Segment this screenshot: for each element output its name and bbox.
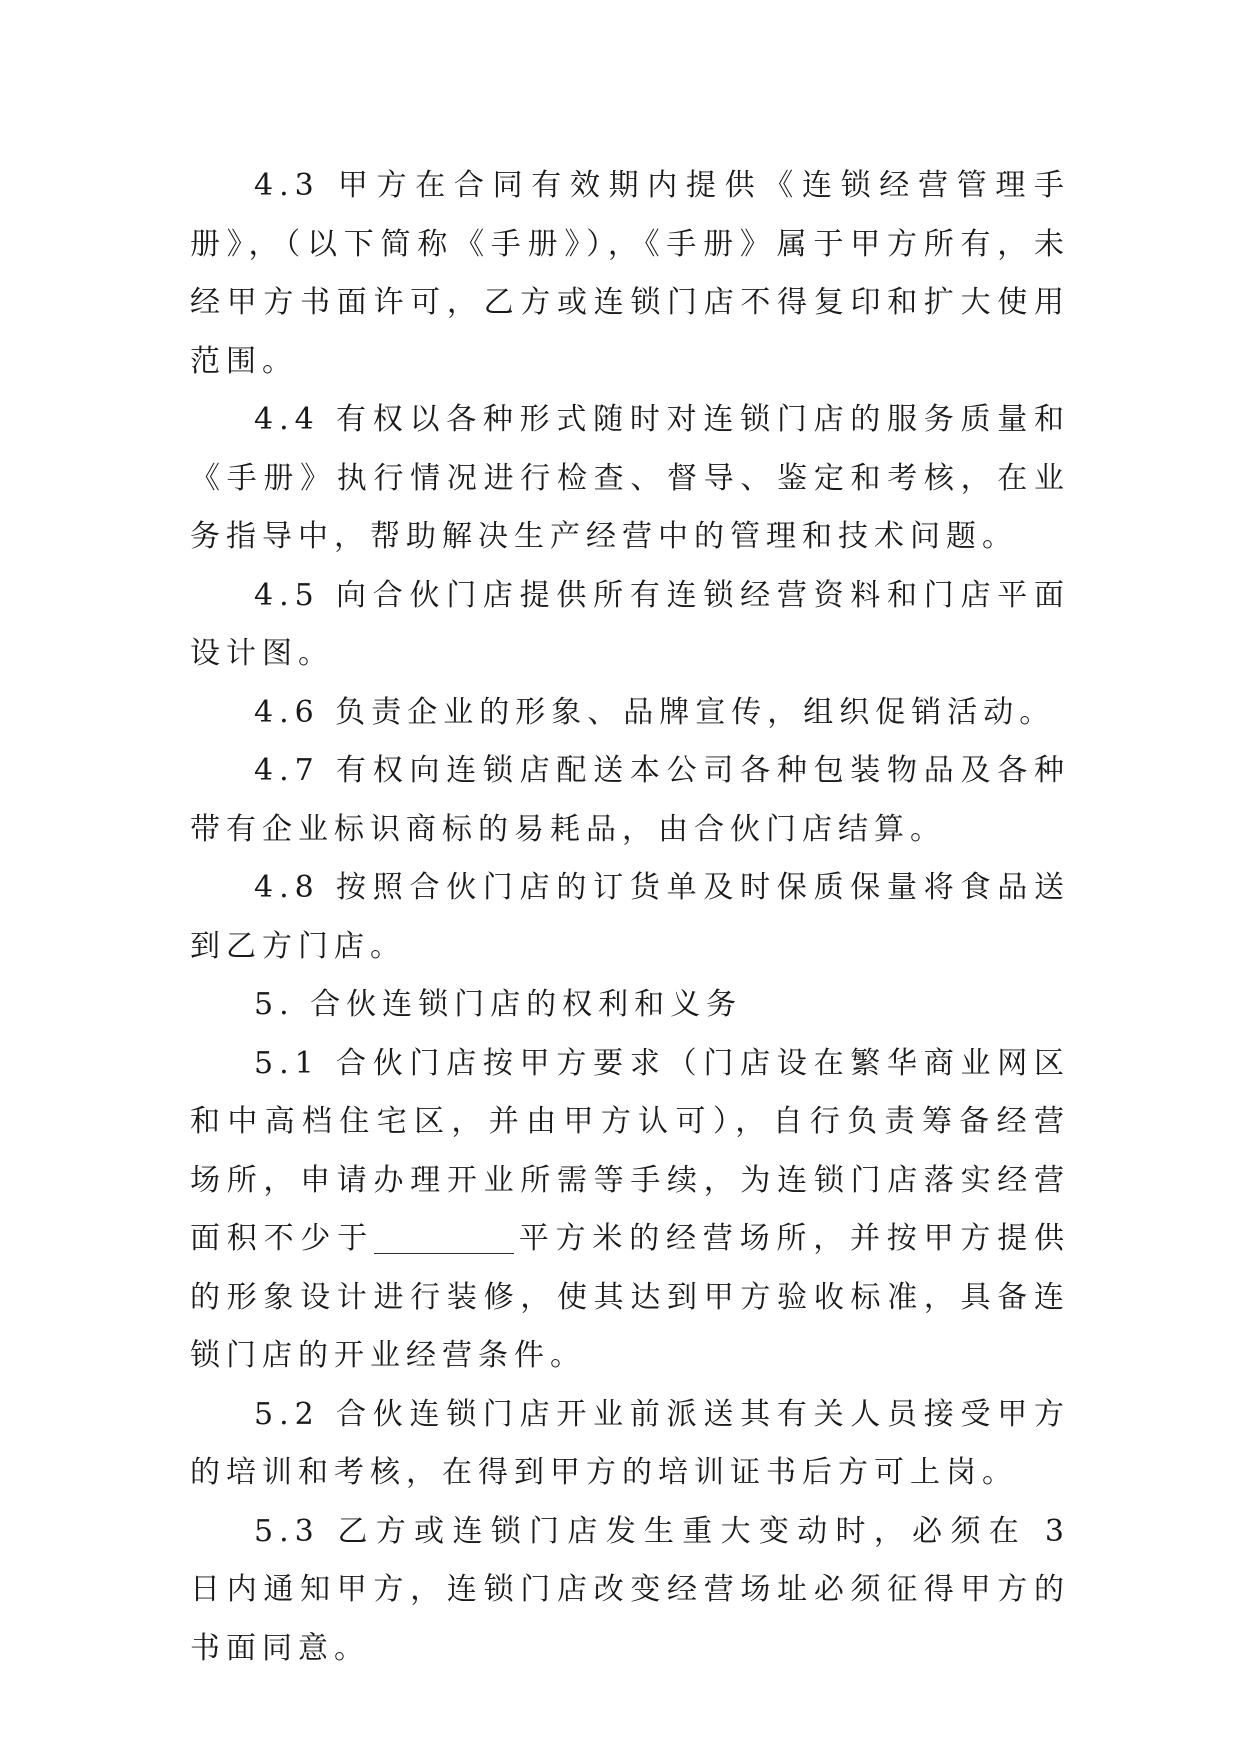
paragraph-5-1: [190, 1035, 1070, 1386]
paragraph-4-3: 4.3 甲方在合同有效期内提供《连锁经营管理手册》，（以下简称《手册》），《手册》属于甲方所有，未经甲方书面许可，乙方或连锁门店不得复印和扩大使用范围。: [190, 168, 1070, 379]
paragraph-5-3: 5.3 乙方或连锁门店发生重大变动时，必须在 3 日内通知甲方，连锁门店改变经营场址必须征得甲方的书面同意。: [190, 1513, 1070, 1666]
paragraph-5-1-after: 平方米的经营场所，并按甲方提供的形象设计进行装修，使其达到甲方验收标准，具备连锁门店的开业经营条件。: [190, 1221, 1070, 1373]
area-blank-field[interactable]: [374, 1223, 514, 1254]
section-heading-5: 5. 合伙连锁门店的权利和义务: [254, 987, 743, 1022]
document-body: [190, 157, 1070, 1678]
paragraph-4-6: 4.6 负责企业的形象、品牌宣传，组织促销活动。: [254, 694, 1056, 730]
paragraph-4-4: 4.4 有权以各种形式随时对连锁门店的服务质量和《手册》执行情况进行检查、督导、鉴定和考核，在业务指导中，帮助解决生产经营中的管理和技术问题。: [190, 402, 1070, 554]
paragraph-4-5: 4.5 向合伙门店提供所有连锁经营资料和门店平面设计图。: [190, 577, 1070, 671]
paragraph-4-8: 4.8 按照合伙门店的订货单及时保质保量将食品送到乙方门店。: [190, 870, 1070, 964]
paragraph-5-2: 5.2 合伙连锁门店开业前派送其有关人员接受甲方的培训和考核，在得到甲方的培训证书后方可上岗。: [190, 1396, 1070, 1490]
paragraph-4-7: 4.7 有权向连锁店配送本公司各种包装物品及各种带有企业标识商标的易耗品，由合伙门店结算。: [190, 753, 1070, 847]
paragraph-5-1-before: 5.1 合伙门店按甲方要求（门店设在繁华商业网区和中高档住宅区，并由甲方认可），自行负责筹备经营场所，申请办理开业所需等手续，为连锁门店落实经营面积不少于: [190, 1045, 1070, 1256]
